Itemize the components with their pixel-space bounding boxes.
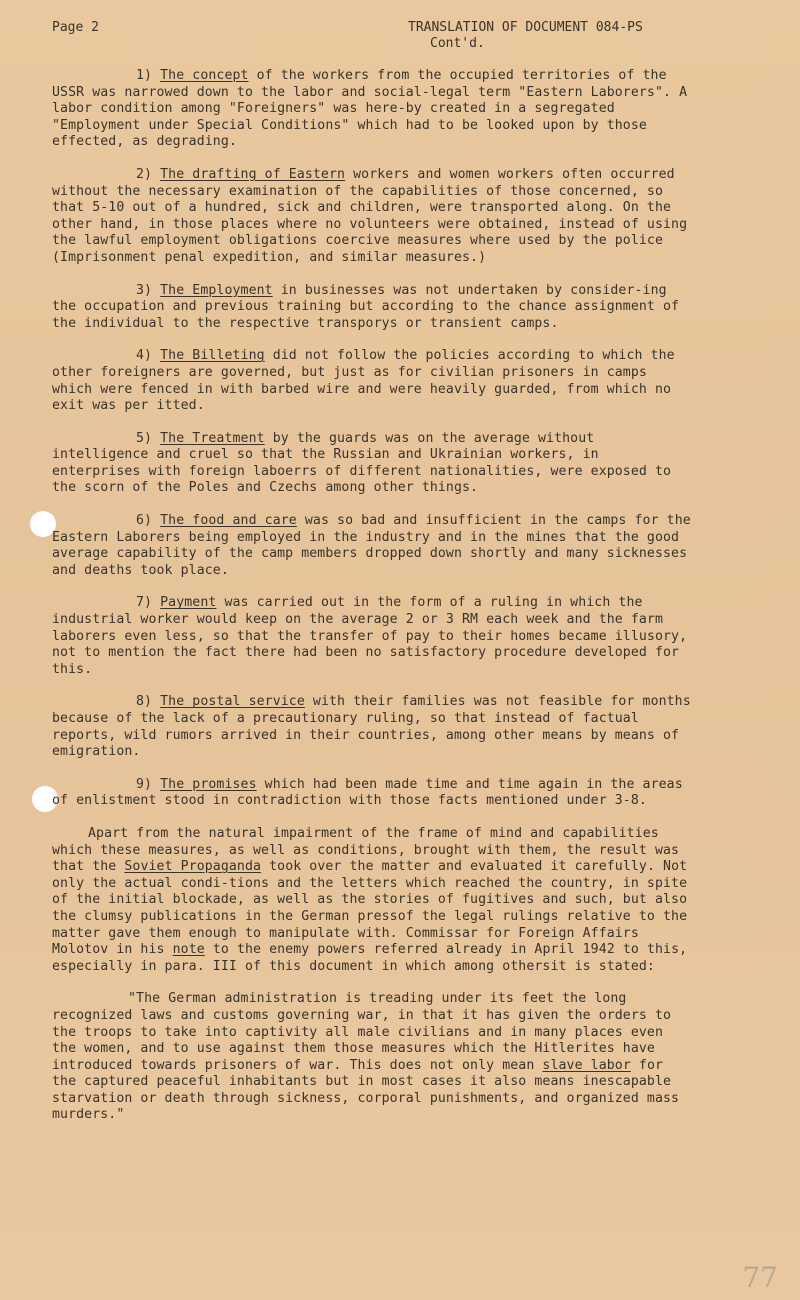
quote-text-start: "The German administration is treading under its feet the long recognized laws and customs governing war, in that it has given the orders to the troops to take into captivity all male civilians and in many places even the women, and to use against them those measures which the Hitlerites have introduced towards prisoners of war. This does not only mean [52, 991, 672, 1073]
pencil-margin-mark: 77 [742, 1261, 778, 1294]
paragraph-heading: The food and care [160, 513, 297, 529]
apart-text-middle: took over the matter and evaluated it carefully. Not only the actual condi-tions and the letters which reached the country, in spite of the initial blockade, as well as the stories of fugitives and such, but also the clumsy publications in the German pressof the legal rulings relative to the matter gave them enough to manipulate with. Commissar for Foreign Affairs Molotov in his [52, 859, 688, 958]
quoted-passage [52, 991, 692, 1124]
apart-text-start: Apart from the natural impairment of the frame of mind and capabilities which these measures, as well as conditions, brought with them, the result was that the [52, 825, 680, 875]
paragraph-heading: The Employment [160, 282, 273, 298]
paragraph-number: 2) [136, 166, 153, 182]
paragraph-1 [52, 68, 692, 151]
document-title: TRANSLATION OF DOCUMENT 084-PS [408, 20, 643, 35]
paragraph-4 [52, 348, 692, 414]
quote-text-end: for the captured peaceful inhabitants but in most cases it also means inescapable starvation or death through sickness, corporal punishments, and organized mass murders." [52, 1057, 680, 1123]
slave-labor-underlined: slave labor [542, 1057, 631, 1073]
paragraph-heading: The Treatment [160, 430, 265, 446]
paragraph-text: with their families was not feasible for months because of the lack of a precautionary ruling, so that instead of factual reports, wild rumors arrived in their countries, among other means by means of emigration. [52, 694, 691, 760]
page-number: Page 2 [52, 20, 99, 35]
paragraph-text: which had been made time and time again in the areas of enlistment stood in contradiction with those facts mentioned under 3-8. [52, 776, 683, 809]
paragraph-text: of the workers from the occupied territories of the USSR was narrowed down to the labor and social-legal term "Eastern Laborers". A labor condition among "Foreigners" was here-by created in a segregated "Employment under Special Conditions" which had to be looked upon by those effected, as degrading. [52, 68, 688, 150]
paragraph-text: workers and women workers often occurred without the necessary examination of the capabilities of those concerned, so that 5-10 out of a hundred, sick and children, were transported along. On the other hand, in those places where no volunteers were obtained, instead of using the lawful employment obligations coercive measures where used by the police (Imprisonment penal expedition, and similar measures.) [52, 166, 688, 265]
paragraph-text: was so bad and insufficient in the camps for the Eastern Laborers being employed in the industry and in the mines that the good average capability of the camp members dropped down shortly and many sicknesses and deaths took place. [52, 513, 691, 578]
paragraph-number: 6) [136, 513, 153, 529]
apart-text-end: to the enemy powers referred already in April 1942 to this, especially in para. III of this document in which among othersit is stated: [52, 942, 688, 974]
note-underlined: note [172, 942, 205, 958]
page-header [52, 20, 672, 56]
paragraph-6 [52, 513, 692, 579]
paragraph-number: 9) [136, 776, 153, 792]
paragraph-5 [52, 431, 692, 497]
paragraph-text: by the guards was on the average without intelligence and cruel so that the Russian and Ukrainian workers, in enterprises with foreign laboerrs of different nationalities, were exposed to the scorn of the Poles and Czechs among other things. [52, 430, 672, 496]
paragraph-text: was carried out in the form of a ruling in which the industrial worker would keep on the average 2 or 3 RM each week and the farm laborers even less, so that the transfer of pay to their homes became illusory, not to mention the fact there had been no satisfactory procedure developed for this. [52, 595, 688, 677]
soviet-propaganda-underlined: Soviet Propaganda [124, 859, 262, 875]
paragraph-text: did not follow the policies according to which the other foreigners are governed, but just as for civilian prisoners in camps which were fenced in with barbed wire and were heavily guarded, from which no exit was per itted. [52, 348, 675, 414]
paragraph-number: 8) [136, 694, 153, 710]
document-body [52, 68, 692, 1124]
paragraph-number: 3) [136, 282, 153, 298]
paragraph-heading: The postal service [160, 694, 305, 710]
paragraph-3 [52, 283, 692, 333]
continued-label: Cont'd. [430, 36, 485, 51]
apart-paragraph [52, 826, 692, 975]
paragraph-number: 5) [136, 430, 153, 446]
paragraph-heading: The concept [160, 68, 249, 83]
paragraph-number: 7) [136, 595, 153, 611]
paragraph-7 [52, 595, 692, 678]
paragraph-2 [52, 167, 692, 267]
paragraph-number: 4) [136, 348, 153, 364]
paragraph-heading: The promises [160, 776, 257, 792]
paragraph-number: 1) [136, 68, 153, 83]
paragraph-heading: The Billeting [160, 348, 265, 364]
paragraph-8 [52, 694, 692, 760]
paragraph-text: in businesses was not undertaken by consider-ing the occupation and previous training but according to the chance assignment of the individual to the respective transporys or transient camps. [52, 282, 680, 331]
paragraph-heading: The drafting of Eastern [160, 166, 346, 182]
paragraph-heading: Payment [160, 595, 217, 611]
paragraph-9 [52, 777, 692, 810]
